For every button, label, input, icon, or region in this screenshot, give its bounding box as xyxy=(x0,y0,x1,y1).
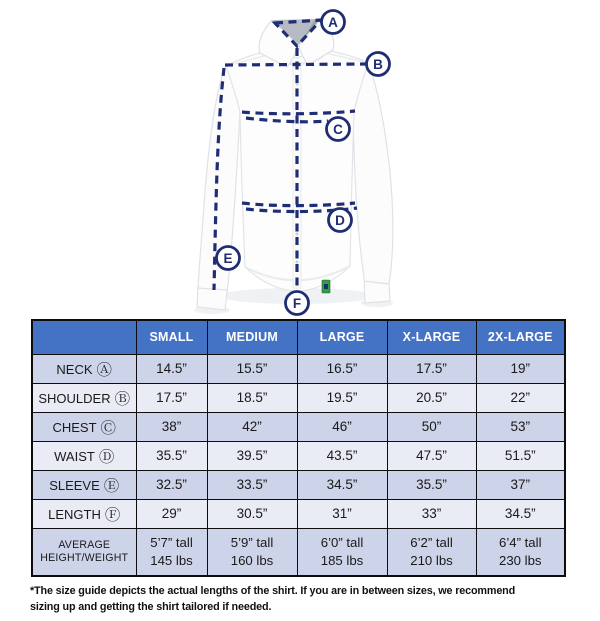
size-cell: 42” xyxy=(207,412,297,441)
table-row-shoulder xyxy=(32,383,565,412)
size-cell: 31” xyxy=(297,499,387,528)
footnote-line-1: *The size guide depicts the actual lengths of the shirt. If you are in between sizes, we recommend xyxy=(30,585,516,597)
size-cell: 34.5” xyxy=(297,470,387,499)
badge-e-letter: E xyxy=(223,250,233,266)
circled-letter: Ⓔ xyxy=(103,477,120,495)
row-label-chest xyxy=(32,412,136,441)
size-cell xyxy=(207,528,297,576)
size-cell: 43.5” xyxy=(297,441,387,470)
col-header-small: SMALL xyxy=(136,320,207,354)
table-row-waist xyxy=(32,441,565,470)
avg-weight: 230 lbs xyxy=(498,552,542,568)
badge-a xyxy=(322,11,345,34)
circled-letter: Ⓓ xyxy=(98,448,115,466)
badge-a-letter: A xyxy=(328,14,338,30)
size-cell: 34.5” xyxy=(476,499,565,528)
size-cell: 50” xyxy=(387,412,476,441)
footnote-line-2: sizing up and getting the shirt tailored if needed. xyxy=(30,601,272,613)
size-cell xyxy=(136,528,207,576)
circled-letter: Ⓐ xyxy=(96,361,113,379)
size-cell: 46” xyxy=(297,412,387,441)
row-label-text: SLEEVE xyxy=(49,477,100,493)
size-cell: 39.5” xyxy=(207,441,297,470)
circled-letter: Ⓒ xyxy=(100,419,117,437)
avg-height: 6’0” tall xyxy=(320,535,364,551)
row-label-neck xyxy=(32,354,136,383)
size-cell: 35.5” xyxy=(136,441,207,470)
badge-e xyxy=(217,247,240,270)
size-cell: 19” xyxy=(476,354,565,383)
col-header-x-large: X-LARGE xyxy=(387,320,476,354)
size-cell: 35.5” xyxy=(387,470,476,499)
size-cell: 33.5” xyxy=(207,470,297,499)
avg-height: 6’2” tall xyxy=(410,535,453,551)
table-row-length xyxy=(32,499,565,528)
size-cell: 15.5” xyxy=(207,354,297,383)
avg-weight: 145 lbs xyxy=(150,552,193,568)
col-header-large: LARGE xyxy=(297,320,387,354)
table-row-average xyxy=(32,528,565,576)
size-cell: 30.5” xyxy=(207,499,297,528)
size-cell: 22” xyxy=(476,383,565,412)
size-cell: 29” xyxy=(136,499,207,528)
corner-cell xyxy=(32,320,136,354)
row-label-shoulder xyxy=(32,383,136,412)
shirt-right-sleeve xyxy=(353,62,393,303)
size-cell: 18.5” xyxy=(207,383,297,412)
badge-c-letter: C xyxy=(333,121,343,137)
avg-weight: 210 lbs xyxy=(410,552,453,568)
size-cell: 37” xyxy=(476,470,565,499)
size-cell xyxy=(476,528,565,576)
size-cell: 51.5” xyxy=(476,441,565,470)
size-cell: 38” xyxy=(136,412,207,441)
table-row-sleeve xyxy=(32,470,565,499)
row-label-text: SHOULDER xyxy=(38,390,111,406)
row-label-waist xyxy=(32,441,136,470)
size-cell: 17.5” xyxy=(387,354,476,383)
table-row-chest xyxy=(32,412,565,441)
size-cell xyxy=(297,528,387,576)
row-label-length xyxy=(32,499,136,528)
avg-weight: 160 lbs xyxy=(230,552,274,568)
size-cell: 16.5” xyxy=(297,354,387,383)
size-cell: 19.5” xyxy=(297,383,387,412)
row-label-average-height-weight xyxy=(32,528,136,576)
badge-d-letter: D xyxy=(335,212,345,228)
row-label-text: WAIST xyxy=(54,448,95,464)
table-row-neck xyxy=(32,354,565,383)
row-label-sleeve xyxy=(32,470,136,499)
avg-weight: 185 lbs xyxy=(320,552,364,568)
avg-label-line1: AVERAGE xyxy=(58,539,111,552)
size-guide-footnote xyxy=(30,583,590,615)
badge-b xyxy=(367,53,390,76)
badge-d xyxy=(329,209,352,232)
badge-f-letter: F xyxy=(292,295,302,311)
size-cell: 14.5” xyxy=(136,354,207,383)
avg-height: 6’4” tall xyxy=(498,535,542,551)
row-label-text: NECK xyxy=(56,361,93,377)
avg-height: 5’7” tall xyxy=(150,535,193,551)
size-cell: 17.5” xyxy=(136,383,207,412)
row-label-text: LENGTH xyxy=(48,506,101,522)
circled-letter: Ⓕ xyxy=(104,506,121,524)
hem-tag xyxy=(322,280,330,293)
size-cell: 20.5” xyxy=(387,383,476,412)
size-cell: 33” xyxy=(387,499,476,528)
avg-height: 5’9” tall xyxy=(230,535,274,551)
header-row xyxy=(32,320,565,354)
badge-f xyxy=(286,292,309,315)
size-chart-table xyxy=(31,319,566,577)
row-label-text: CHEST xyxy=(52,419,97,435)
size-cell xyxy=(387,528,476,576)
shirt-left-sleeve xyxy=(197,65,240,310)
size-cell: 47.5” xyxy=(387,441,476,470)
badge-b-letter: B xyxy=(373,56,383,72)
size-cell: 32.5” xyxy=(136,470,207,499)
size-cell: 53” xyxy=(476,412,565,441)
badge-c xyxy=(327,118,350,141)
col-header-2x-large: 2X-LARGE xyxy=(476,320,565,354)
circled-letter: Ⓑ xyxy=(114,390,131,408)
avg-label-line2: HEIGHT/WEIGHT xyxy=(40,551,129,564)
col-header-medium: MEDIUM xyxy=(207,320,297,354)
